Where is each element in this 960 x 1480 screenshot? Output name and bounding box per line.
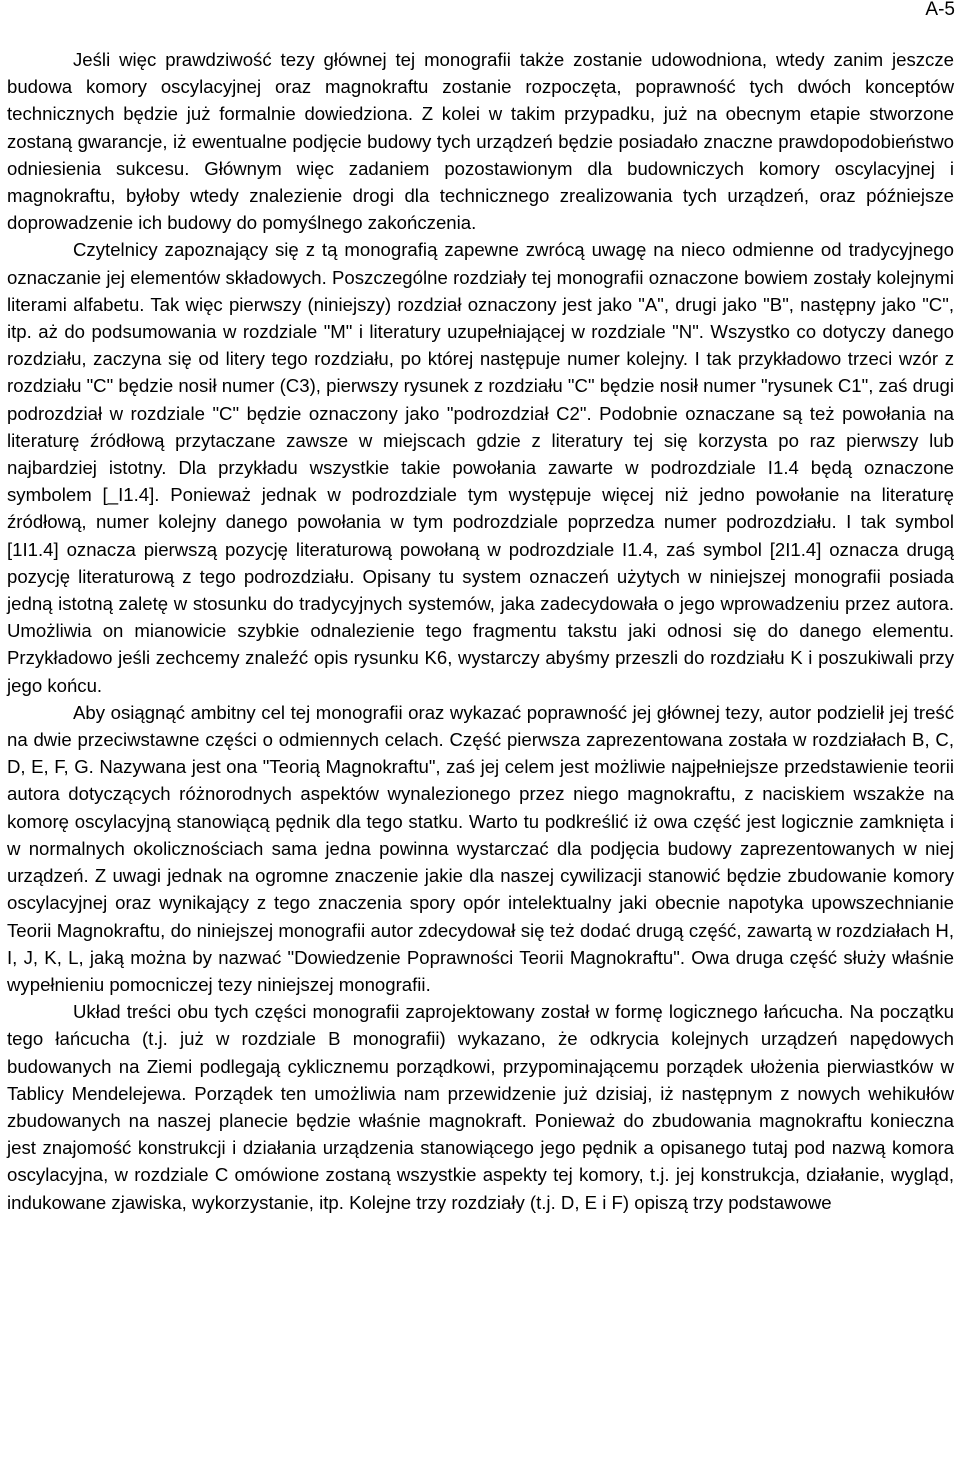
paragraph: Aby osiągnąć ambitny cel tej monografii oraz wykazać poprawność jej głównej tezy, autor podzielił jej treść na dwie przeciwstawne części o odmiennych celach. Część pierwsza zaprezentowana została w rozdziałach B, C, D, E, F, G. Nazywana jest ona "Teorią Magnokraftu", zaś jej celem jest możliwie najpełniejsze przedstawienie teorii autora dotyczących różnorodnych aspektów wynalezionego przez niego magnokraftu, z naciskiem wszakże na komorę oscylacyjną stanowiącą pędnik dla tego statku. Warto tu podkreślić iż owa część jest logicznie zamknięta i w normalnych okolicznościach sama jedna powinna wystarczać dla podjęcia budowy zaprezentowanych w niej urządzeń. Z uwagi jednak na ogromne znaczenie jakie dla naszej cywilizacji stanowić będzie zbudowanie komory oscylacyjnej oraz wynikający z tego znaczenia spory opór intelektualny jaki obecnie napotyka upowszechnianie Teorii Magnokraftu, do niniejszej monografii autor zdecydował się też dodać drugą część, zawartą w rozdziałach H, I, J, K, L, jaką można by nazwać "Dowiedzenie Poprawności Teorii Magnokraftu". Owa druga część służy właśnie wypełnieniu pomocniczej tezy niniejszej monografii. [7,701,954,995]
page-number: A-5 [925,0,955,20]
paragraph: Układ treści obu tych części monografii zaprojektowany został w formę logicznego łańcucha. Na początku tego łańcucha (t.j. już w rozdziale B monografii) wykazano, że odkrycia kolejnych urządzeń napędowych budowanych na Ziemi podlegają cyklicznemu porządkowi, przypominającemu porządek ułożenia pierwiastków w Tablicy Mendelejewa. Porządek ten umożliwia nam przewidzenie już dzisiaj, iż następnym z nowych wehikułów zbudowanych na naszej planecie będzie właśnie magnokraft. Ponieważ do zbudowania magnokraftu konieczna jest znajomość konstrukcji i działania urządzenia stanowiącego jego pędnik a opisanego tutaj pod nazwą komora oscylacyjna, w rozdziale C omówione zostaną wszystkie aspekty tej komory, t.j. jej konstrukcja, działanie, wygląd, indukowane zjawiska, wykorzystanie, itp. Kolejne trzy rozdziały (t.j. D, E i F) opiszą trzy podstawowe [7,1001,954,1213]
paragraph: Jeśli więc prawdziwość tezy głównej tej monografii także zostanie udowodniona, wtedy zanim jeszcze budowa komory oscylacyjnej oraz magnokraftu zostanie rozpoczęta, poprawność tych dwóch konceptów technicznych będzie już formalnie dowiedziona. Z kolei w takim przypadku, już na obecnym etapie stworzone zostaną gwarancje, iż ewentualne podjęcie budowy tych urządzeń będzie posiadało znaczne prawdopodobieństwo odniesienia sukcesu. Głównym więc zadaniem pozostawionym dla budowniczych komory oscylacyjnej i magnokraftu, byłoby wtedy znalezienie drogi dla technicznego zrealizowania tych urządzeń, oraz późniejsze doprowadzenie ich budowy do pomyślnego zakończenia. [7,49,954,234]
paragraph: Czytelnicy zapoznający się z tą monografią zapewne zwrócą uwagę na nieco odmienne od tradycyjnego oznaczanie jej elementów składowych. Poszczególne rozdziały tej monografii oznaczone bowiem zostały kolejnymi literami alfabetu. Tak więc pierwszy (niniejszy) rozdział oznaczony jest jako "A", drugi jako "B", następny jako "C", itp. aż do podsumowania w rozdziale "M" i literatury uzupełniającej w rozdziale "N". Wszystko co dotyczy danego rozdziału, zaczyna się od litery tego rozdziału, po której następuje numer kolejny. I tak przykładowo trzeci wzór z rozdziału "C" będzie nosił numer (C3), pierwszy rysunek z rozdziału "C" będzie nosił numer "rysunek C1", zaś drugi podrozdział w rozdziale "C" będzie oznaczony jako "podrozdział C2". Podobnie oznaczane są też powołania na literaturę źródłową przytaczane zawsze w miejscach gdzie z literatury tej się korzysta po raz pierwszy lub najbardziej istotny. Dla przykładu wszystkie takie powołania zawarte w podrozdziale I1.4 będą oznaczone symbolem [_I1.4]. Ponieważ jednak w podrozdziale tym występuje więcej niż jedno powołanie na literaturę źródłową, numer kolejny danego powołania w tym podrozdziale poprzedza numer podrozdziału. I tak symbol [1I1.4] oznacza pierwszą pozycję literaturową powołaną w podrozdziale I1.4, zaś symbol [2I1.4] oznacza drugą pozycję literaturową z tego podrozdziału. Opisany tu system oznaczeń użytych w niniejszej monografii posiada jedną istotną zaletę w stosunku do tradycyjnych systemów, jaka zadecydowała o jego wprowadzeniu przez autora. Umożliwia on mianowicie szybkie odnalezienie tego fragmentu takstu jaki odnosi się do danego elementu. Przykładowo jeśli zechcemy znaleźć opis rysunku K6, wystarczy abyśmy przeszli do rozdziału K i poszukiwali przy jego końcu. [7,239,954,696]
body-text [7,46,954,1216]
